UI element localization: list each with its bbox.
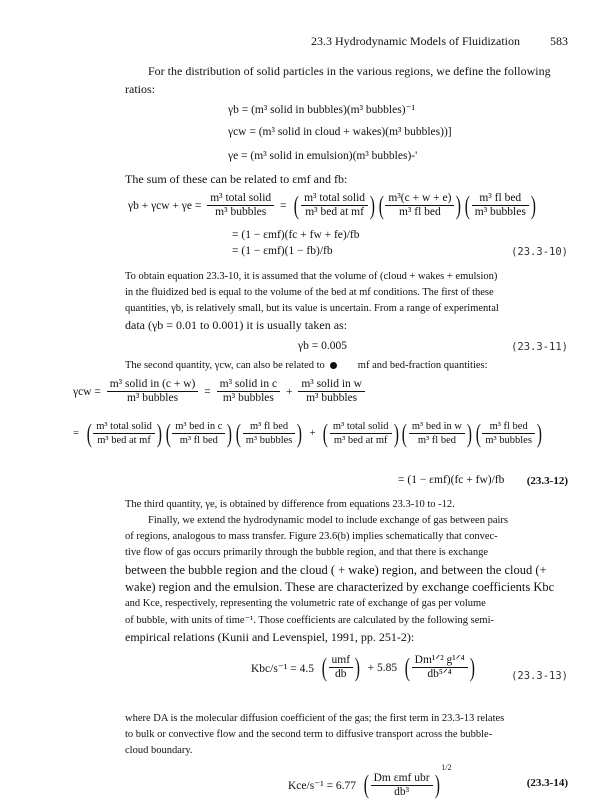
para4-line6: wake) region and the emulsion. These are characterized by exchange coefficients Kbc bbox=[125, 580, 555, 594]
eq-23-3-10-line1: γb + γcw + γe = $\frac{\text{m³ total solid}}{\text{m³ bubbles}}$ = ( $\frac{\text{m³ total solid}}{\text{m³ bed at mf}}$ ) ( $\frac{\text{m³(c + w + e)}}{\text{m³ fl bed}}$ ) ( $\frac{\text{m³ fl bed}}{\text{m³ bubbles}}$ ) bbox=[128, 190, 536, 220]
para4-line1: The third quantity, γe, is obtained by difference from equations 23.3-10 to -12. bbox=[125, 499, 455, 510]
para1-line1: For the distribution of solid particles in the various regions, we define the following bbox=[148, 64, 551, 78]
para3: The second quantity, γcw, can also be related to mf and bed-fraction quantities: bbox=[125, 360, 488, 371]
def-gamma-cw: γcw = (m³ solid in cloud + wakes)(m³ bubbles))] bbox=[228, 126, 452, 138]
eq-23-3-10-line3: = (1 − εmf)(1 − fb)/fb bbox=[232, 245, 333, 257]
eq10-lhs: γb + γcw + γe = bbox=[128, 199, 202, 212]
para5-line1: where DA is the molecular diffusion coefficient of the gas; the first term in 23.3-13 relates bbox=[125, 713, 505, 724]
eq12-frac-b: $\frac{\text{m³ solid in c}}{\text{m³ bubbles}}$ bbox=[217, 378, 280, 405]
eq10-frac1: $\frac{\text{m³ total solid}}{\text{m³ bubbles}}$ bbox=[207, 192, 274, 219]
eq-23-3-10-line2: = (1 − εmf)(fc + fw + fe)/fb bbox=[232, 229, 360, 241]
eq-number-23-3-14: (23.3-14) bbox=[526, 777, 568, 789]
def-gamma-b: γb = (m³ solid in bubbles)(m³ bubbles)⁻¹ bbox=[228, 104, 416, 116]
para4-line3: of regions, analogous to mass transfer. Figure 23.6(b) implies schematically that convec- bbox=[125, 531, 498, 542]
eq-23-3-11: γb = 0.005 bbox=[298, 340, 347, 352]
eq12-frac-c: $\frac{\text{m³ solid in w}}{\text{m³ bubbles}}$ bbox=[298, 378, 365, 405]
bullet-mark bbox=[330, 362, 337, 369]
eq-23-3-12-line2: = ( $\frac{\text{m³ total solid}}{\text{m³ bed at mf}}$ ) ( $\frac{\text{m³ bed in c}}{\text{m³ fl bed}}$ ) ( $\frac{\text{m³ fl bed}}{\text{m³ bubbles}}$ ) + ( $\frac{\text{m³ total solid}}{\text{m³ bed at mf}}$ ) ( $\frac{\text{m³ bed in w}}{\text{m³ fl bed}}$ ) ( $\frac{\text{m³ fl bed}}{\text{m³ bubbles}}$ ) bbox=[73, 418, 542, 448]
para4-line4: tive flow of gas occurs primarily through the bubble region, and that there is exchange bbox=[125, 547, 489, 558]
para4-line9: empirical relations (Kunii and Levenspiel, 1991, pp. 251-2): bbox=[125, 630, 415, 644]
eq-23-3-14: Kce/s⁻¹ = 6.77 ( $\frac{\text{Dm εmf ubr}}{\text{db³}}$ )$^{1/2}$ bbox=[288, 763, 452, 800]
para2-line3: quantities, γb, is relatively small, but its value is uncertain. From a range of experimental bbox=[125, 303, 499, 314]
sum-line: The sum of these can be related to εmf and fb: bbox=[125, 172, 348, 186]
eq-number-23-3-12: (23.3-12) bbox=[526, 475, 568, 487]
eq-number-23-3-10: (23.3-10) bbox=[511, 246, 568, 258]
page-number: 583 bbox=[550, 34, 568, 48]
para4-line2: Finally, we extend the hydrodynamic model to include exchange of gas between pairs bbox=[148, 515, 508, 526]
eq10-frac4: $\frac{\text{m³ fl bed}}{\text{m³ bubbles}}$ bbox=[472, 192, 529, 219]
def-gamma-e: γe = (m³ solid in emulsion)(m³ bubbles)-' bbox=[228, 150, 418, 162]
eq-23-3-12-line1: γcw = $\frac{\text{m³ solid in (c + w)}}{\text{m³ bubbles}}$ = $\frac{\text{m³ solid in c}}{\text{m³ bubbles}}$ + $\frac{\text{m³ solid in w}}{\text{m³ bubbles}}$ bbox=[70, 378, 365, 405]
para4-line8: of bubble, with units of time⁻¹. Those coefficients are calculated by the following semi- bbox=[125, 615, 494, 626]
eq-23-3-12-line3: = (1 − εmf)(fc + fw)/fb bbox=[398, 474, 505, 486]
para4-line5: between the bubble region and the cloud ( + wake) region, and between the cloud (+ bbox=[125, 563, 547, 577]
para2-line2: in the fluidized bed is equal to the volume of the bed at mf conditions. The first of these bbox=[125, 287, 494, 298]
eq-number-23-3-13: (23.3-13) bbox=[511, 670, 568, 682]
eq-number-23-3-11: (23.3-11) bbox=[511, 341, 568, 353]
para2-line4: data (γb = 0.01 to 0.001) it is usually taken as: bbox=[125, 318, 348, 332]
para5-line2: to bulk or convective flow and the second term to diffusive transport across the bubble- bbox=[125, 729, 493, 740]
para5-line3: cloud boundary. bbox=[125, 745, 193, 756]
para4-line7: and Kce, respectively, representing the volumetric rate of exchange of gas per volume bbox=[125, 598, 486, 609]
eq10-frac2: $\frac{\text{m³ total solid}}{\text{m³ bed at mf}}$ bbox=[301, 192, 368, 219]
eq12-frac-a: $\frac{\text{m³ solid in (c + w)}}{\text{m³ bubbles}}$ bbox=[107, 378, 199, 405]
section-title: 23.3 Hydrodynamic Models of Fluidization bbox=[311, 34, 520, 48]
eq-23-3-13: Kbc/s⁻¹ = 4.5 ( $\frac{\text{umf}}{db}$ ) + 5.85 ( $\frac{\text{Dm¹ᐟ² g¹ᐟ⁴}}{\text{db⁵ᐟ⁴}}$ ) bbox=[251, 652, 475, 682]
eq10-frac3: $\frac{\text{m³(c + w + e)}}{\text{m³ fl bed}}$ bbox=[385, 192, 454, 219]
para1-line2: ratios: bbox=[125, 82, 155, 96]
para2-line1: To obtain equation 23.3-10, it is assumed that the volume of (cloud + wakes + emulsion) bbox=[125, 271, 498, 282]
